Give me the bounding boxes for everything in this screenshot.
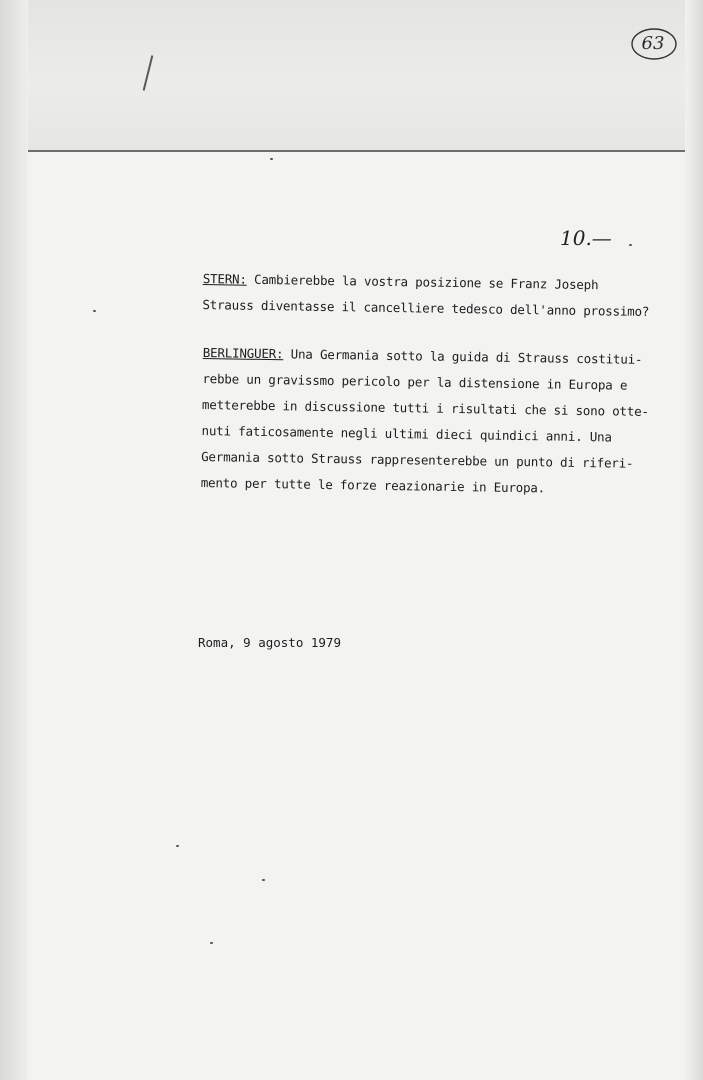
paragraph-stern (202, 266, 650, 325)
speaker-label: BERLINGUER: (202, 344, 284, 362)
text-line: nuti faticosamente negli ultimi dieci quindici anni. Una (201, 422, 612, 445)
stamp-number: 63 (641, 33, 665, 54)
scan-left-edge (0, 0, 28, 1080)
scan-speck (176, 845, 179, 847)
scan-speck (93, 310, 96, 312)
page-number: 10.— (560, 226, 612, 250)
header-rule (28, 150, 685, 152)
scan-speck (629, 244, 632, 246)
scan-speck (270, 158, 273, 160)
text-line: Germania sotto Strauss rappresenterebbe un punto di riferi- (201, 448, 634, 471)
line-text: Una Germania sotto la guida di Strauss costitui- (290, 346, 643, 367)
text-line: metterebbe in discussione tutti i risultati che si sono otte- (201, 396, 649, 420)
line-text: Cambierebbe la vostra posizione se Franz Joseph (253, 271, 599, 293)
text-line: Strauss diventasse il cancelliere tedesco dell'anno prossimo? (202, 296, 650, 320)
text-line: mento per tutte le forze reazionarie in Europa. (200, 474, 546, 496)
scan-right-edge (685, 0, 703, 1080)
archive-number-stamp (628, 24, 678, 64)
scan-speck (210, 942, 213, 944)
text-line: rebbe un gravissmo pericolo per la distensione in Europa e (202, 370, 628, 393)
speaker-label: STERN: (202, 270, 247, 287)
scan-speck (262, 879, 265, 881)
header-strip (28, 0, 685, 150)
place-date-line: Roma, 9 agosto 1979 (198, 635, 341, 650)
paragraph-berlinguer (200, 340, 649, 503)
